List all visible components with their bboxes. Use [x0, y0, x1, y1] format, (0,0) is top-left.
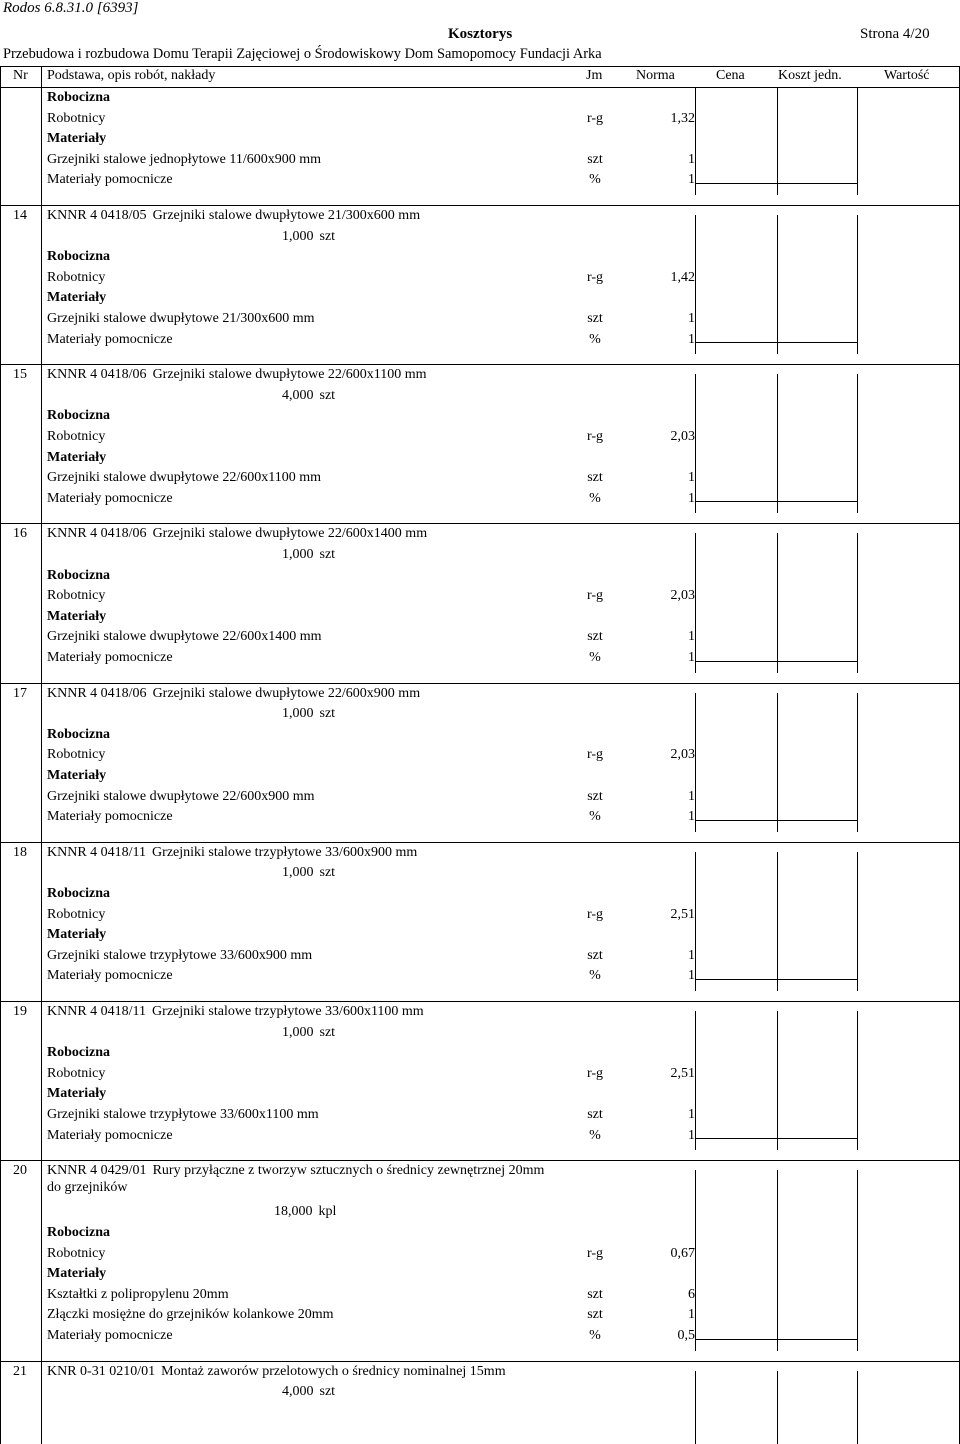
unit-cost-total-rule: [695, 1138, 857, 1139]
col-divider-unit-cost: [777, 1011, 778, 1150]
quantity-value: 4,000: [282, 387, 314, 403]
quantity-unit: szt: [319, 1384, 336, 1400]
resource-norm: 2,03: [670, 588, 695, 604]
unit-cost-total-rule: [695, 979, 857, 980]
position-number: 15: [13, 367, 27, 383]
position-code: KNNR 4 0418/11: [47, 844, 147, 860]
resource-norm: 1: [688, 650, 695, 665]
position-code: KNNR 4 0418/06: [47, 367, 147, 383]
section-heading: Robocizna: [47, 249, 110, 265]
resource-line: Materiały pomocnicze: [47, 809, 173, 825]
quantity-value: 4,000: [282, 1384, 314, 1400]
resource-unit: %: [589, 968, 601, 984]
unit-cost-total-rule: [695, 1339, 857, 1340]
resource-norm: 1,32: [670, 110, 695, 126]
col-divider-value: [857, 693, 858, 832]
section-heading: Materiały: [47, 290, 107, 306]
resource-norm: 1: [688, 172, 695, 188]
document-title: Kosztorys: [448, 26, 513, 42]
resource-norm: 1: [688, 331, 695, 347]
section-heading: Materiały: [47, 1086, 107, 1102]
page-number: Strona 4/20: [860, 26, 930, 42]
unit-cost-total-rule: [695, 183, 857, 184]
col-divider-value: [857, 852, 858, 991]
resource-line: Grzejniki stalowe dwupłytowe 21/300x600 mm: [47, 311, 315, 326]
position-header: [47, 367, 427, 383]
position-description: Montaż zaworów przelotowych o średnicy nominalnej 15mm: [161, 1363, 506, 1379]
section-heading: Materiały: [47, 927, 107, 943]
resource-unit: szt: [587, 1107, 603, 1122]
resource-line: Grzejniki stalowe dwupłytowe 22/600x900 mm: [47, 788, 315, 804]
position-quantity: [274, 1204, 336, 1220]
position-description: Grzejniki stalowe dwupłytowe 22/600x1400 mm: [152, 526, 428, 542]
col-basis: Podstawa, opis robót, nakłady: [47, 68, 216, 83]
col-divider-price: [695, 374, 696, 513]
resource-unit: r-g: [586, 1065, 604, 1081]
section-heading: Materiały: [47, 608, 107, 624]
position-separator: [0, 842, 960, 843]
position-description: Grzejniki stalowe dwupłytowe 22/600x1100 mm: [152, 367, 427, 383]
col-divider-price: [695, 1011, 696, 1150]
col-unit: Jm: [586, 68, 603, 83]
col-norm: Norma: [636, 68, 675, 83]
position-number: 18: [13, 844, 27, 860]
unit-cost-total-rule: [695, 342, 857, 343]
resource-norm: 1: [688, 629, 695, 645]
resource-line: Kształtki z polipropylenu 20mm: [47, 1286, 229, 1302]
position-number: 20: [13, 1163, 27, 1179]
position-header: [47, 686, 420, 702]
quantity-unit: szt: [319, 228, 336, 244]
resource-unit: %: [589, 1328, 601, 1343]
position-header: [47, 1163, 544, 1179]
quantity-unit: szt: [319, 547, 336, 562]
resource-norm: 1: [688, 151, 695, 167]
resource-line: Robotnicy: [47, 588, 106, 604]
resource-unit: szt: [587, 629, 603, 645]
quantity-unit: szt: [319, 706, 336, 722]
quantity-value: 1,000: [282, 547, 314, 562]
position-quantity: [282, 388, 335, 404]
resource-line: Materiały pomocnicze: [47, 968, 173, 984]
position-number: 17: [13, 685, 27, 701]
resource-unit: szt: [587, 788, 603, 804]
resource-unit: r-g: [586, 588, 604, 604]
col-divider-price: [695, 1170, 696, 1350]
position-separator: [0, 523, 960, 524]
position-code: KNNR 4 0418/11: [47, 1004, 147, 1019]
resource-unit: %: [589, 490, 601, 506]
col-divider-value: [857, 215, 858, 354]
section-heading: Robocizna: [47, 886, 110, 901]
resource-unit: r-g: [586, 747, 604, 763]
quantity-unit: szt: [319, 1024, 336, 1040]
resource-norm: 2,03: [670, 429, 695, 444]
position-number: 21: [13, 1363, 27, 1379]
unit-cost-total-rule: [695, 661, 857, 662]
col-unit-cost: Koszt jedn.: [778, 68, 842, 83]
col-divider-unit-cost: [777, 852, 778, 991]
resource-unit: %: [589, 331, 601, 347]
unit-cost-total-rule: [695, 820, 857, 821]
resource-unit: r-g: [586, 906, 604, 922]
position-quantity: [282, 229, 335, 245]
position-quantity: [282, 865, 335, 881]
section-heading: Robocizna: [47, 567, 110, 583]
resource-unit: szt: [587, 947, 603, 963]
col-divider-unit-cost: [777, 533, 778, 672]
position-quantity: [282, 547, 335, 563]
position-description: Grzejniki stalowe trzypłytowe 33/600x900 mm: [152, 844, 418, 860]
resource-norm: 1: [688, 470, 695, 486]
position-number: 16: [13, 526, 27, 542]
position-separator: [0, 1361, 960, 1362]
col-divider-value: [857, 1170, 858, 1350]
quantity-value: 1,000: [282, 706, 314, 722]
position-code: KNNR 4 0429/01: [47, 1163, 147, 1179]
resource-unit: szt: [587, 1286, 603, 1302]
resource-line: Materiały pomocnicze: [47, 1127, 173, 1143]
table-left-border: [0, 66, 1, 1444]
col-divider-price: [695, 693, 696, 832]
resource-line: Robotnicy: [47, 906, 106, 922]
resource-unit: szt: [587, 151, 603, 167]
resource-line: Grzejniki stalowe dwupłytowe 22/600x1100 mm: [47, 470, 321, 486]
header-bottom-rule: [0, 87, 960, 88]
resource-unit: r-g: [586, 1245, 604, 1261]
resource-line: Materiały pomocnicze: [47, 331, 173, 347]
resource-unit: %: [589, 1127, 601, 1143]
position-description: Grzejniki stalowe trzypłytowe 33/600x1100 mm: [152, 1004, 424, 1019]
col-divider-price: [695, 1371, 696, 1444]
resource-unit: r-g: [586, 269, 604, 285]
position-header: [47, 1004, 424, 1020]
position-code: KNR 0-31 0210/01: [47, 1363, 156, 1379]
col-divider-nr: [41, 66, 42, 1444]
resource-unit: r-g: [586, 110, 604, 126]
position-separator: [0, 1160, 960, 1161]
resource-line: Robotnicy: [47, 269, 106, 285]
resource-norm: 1: [688, 490, 695, 506]
resource-norm: 1: [688, 809, 695, 825]
col-divider-unit-cost: [777, 1371, 778, 1444]
resource-unit: %: [589, 172, 601, 188]
col-divider-unit-cost: [777, 374, 778, 513]
resource-norm: 0,5: [677, 1328, 695, 1343]
header-top-rule: [0, 66, 960, 67]
position-description: Grzejniki stalowe dwupłytowe 22/600x900 mm: [152, 685, 421, 701]
resource-norm: 6: [688, 1286, 695, 1302]
position-quantity: [282, 706, 335, 722]
position-number: 19: [13, 1004, 27, 1019]
resource-line: Robotnicy: [47, 1065, 106, 1081]
col-divider-price: [695, 88, 696, 195]
col-divider-price: [695, 533, 696, 672]
position-description-cont: do grzejników: [47, 1179, 128, 1195]
position-separator: [0, 683, 960, 684]
col-divider-unit-cost: [777, 88, 778, 195]
resource-norm: 1: [688, 311, 695, 326]
quantity-unit: kpl: [318, 1204, 337, 1220]
resource-unit: %: [589, 809, 601, 825]
resource-line: Materiały pomocnicze: [47, 490, 173, 506]
resource-norm: 1: [688, 788, 695, 804]
col-value: Wartość: [884, 68, 930, 83]
position-separator: [0, 1001, 960, 1002]
resource-line: Materiały pomocnicze: [47, 1328, 173, 1343]
section-heading: Robocizna: [47, 1045, 110, 1061]
resource-norm: 2,51: [670, 906, 695, 922]
resource-line: Materiały pomocnicze: [47, 172, 173, 188]
resource-line: Robotnicy: [47, 429, 106, 444]
resource-unit: szt: [587, 1307, 603, 1323]
position-separator: [0, 205, 960, 206]
col-divider-value: [857, 1371, 858, 1444]
resource-unit: szt: [587, 470, 603, 486]
section-heading: Robocizna: [47, 90, 110, 105]
resource-norm: 1: [688, 1107, 695, 1122]
col-divider-value: [857, 1011, 858, 1150]
col-price: Cena: [716, 68, 745, 83]
resource-unit: szt: [587, 311, 603, 326]
col-divider-unit-cost: [777, 1170, 778, 1350]
resource-line: Złączki mosiężne do grzejników kolankowe 20mm: [47, 1307, 334, 1323]
position-header: [47, 845, 417, 861]
col-divider-value: [857, 533, 858, 672]
quantity-value: 1,000: [282, 1024, 314, 1040]
col-divider-unit-cost: [777, 693, 778, 832]
position-number: 14: [13, 208, 27, 223]
resource-norm: 1: [688, 1307, 695, 1323]
quantity-value: 18,000: [274, 1204, 313, 1220]
section-heading: Materiały: [47, 1266, 107, 1282]
col-divider-value: [857, 374, 858, 513]
resource-norm: 0,67: [670, 1245, 695, 1261]
position-header: [47, 208, 420, 224]
resource-norm: 1: [688, 1127, 695, 1143]
resource-line: Materiały pomocnicze: [47, 650, 173, 665]
resource-line: Grzejniki stalowe trzypłytowe 33/600x900 mm: [47, 947, 313, 963]
col-divider-unit-cost: [777, 215, 778, 354]
section-heading: Materiały: [47, 131, 107, 147]
quantity-value: 1,000: [282, 228, 314, 244]
resource-norm: 2,03: [670, 747, 695, 763]
quantity-unit: szt: [319, 387, 336, 403]
section-heading: Robocizna: [47, 1225, 110, 1240]
resource-norm: 1: [688, 947, 695, 963]
position-description: Grzejniki stalowe dwupłytowe 21/300x600 mm: [152, 208, 421, 223]
quantity-value: 1,000: [282, 865, 314, 881]
position-code: KNNR 4 0418/06: [47, 685, 147, 701]
section-heading: Robocizna: [47, 408, 110, 424]
position-separator: [0, 364, 960, 365]
section-heading: Materiały: [47, 449, 107, 465]
position-code: KNNR 4 0418/06: [47, 526, 147, 542]
col-nr: Nr: [13, 68, 28, 83]
position-header: [47, 1364, 506, 1380]
position-code: KNNR 4 0418/05: [47, 208, 147, 223]
unit-cost-total-rule: [695, 501, 857, 502]
position-header: [47, 526, 427, 542]
quantity-unit: szt: [319, 865, 336, 881]
resource-line: Robotnicy: [47, 110, 106, 126]
position-quantity: [282, 1025, 335, 1041]
resource-line: Robotnicy: [47, 747, 106, 763]
section-heading: Materiały: [47, 768, 107, 783]
section-heading: Robocizna: [47, 726, 110, 742]
col-divider-price: [695, 215, 696, 354]
project-subtitle: Przebudowa i rozbudowa Domu Terapii Zajęciowej o Środowiskowy Dom Samopomocy Fundacji Arka: [3, 46, 602, 62]
col-divider-value: [857, 88, 858, 195]
resource-line: Grzejniki stalowe trzypłytowe 33/600x1100 mm: [47, 1107, 319, 1122]
position-quantity: [282, 1384, 335, 1400]
col-divider-price: [695, 852, 696, 991]
software-version: Rodos 6.8.31.0 [6393]: [3, 0, 139, 16]
resource-norm: 1: [688, 968, 695, 984]
position-description: Rury przyłączne z tworzyw sztucznych o średnicy zewnętrznej 20mm: [152, 1163, 545, 1179]
resource-norm: 2,51: [670, 1065, 695, 1081]
resource-unit: r-g: [586, 429, 604, 444]
resource-unit: %: [589, 650, 601, 665]
resource-line: Robotnicy: [47, 1245, 106, 1261]
resource-norm: 1,42: [670, 269, 695, 285]
resource-line: Grzejniki stalowe jednopłytowe 11/600x900 mm: [47, 151, 321, 167]
resource-line: Grzejniki stalowe dwupłytowe 22/600x1400 mm: [47, 629, 322, 645]
